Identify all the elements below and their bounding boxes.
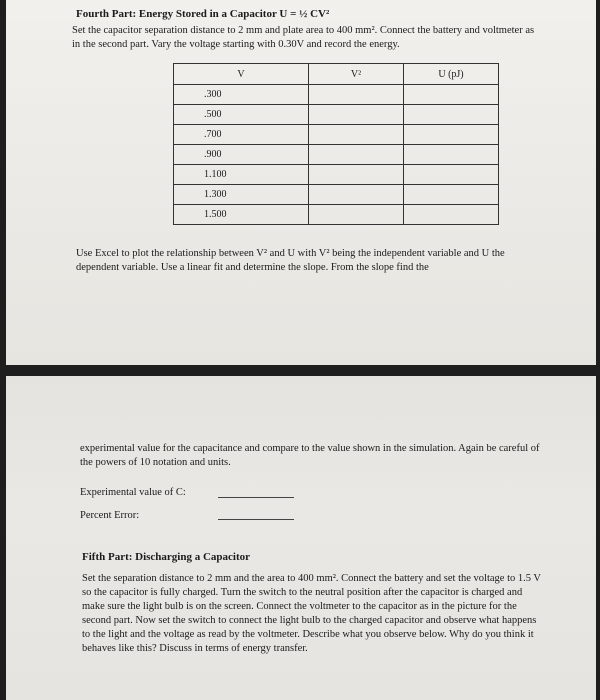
voltage-cell: .300 [174, 85, 309, 105]
v-squared-cell[interactable] [309, 185, 404, 205]
table-row [174, 205, 499, 225]
table-row [174, 165, 499, 185]
energy-cell[interactable] [404, 205, 499, 225]
voltage-cell: 1.300 [174, 185, 309, 205]
voltage-cell: .500 [174, 105, 309, 125]
column-header-v-squared: V² [309, 64, 404, 85]
energy-cell[interactable] [404, 185, 499, 205]
section-title-part4: Fourth Part: Energy Stored in a Capacitor U = ½ CV² [76, 8, 330, 20]
part5-instructions: Set the separation distance to 2 mm and the area to 400 mm². Connect the battery and set the voltage to 1.5 V so the capacitor is fully charged. Turn the switch to the neutral position after the capacitor is charged and make sure the light bulb is on the screen. Connect the voltmeter to the capacitor as in the picture for the second part. Now set the switch to connect the light bulb to the charged capacitor and observe what happens to the light and the voltage as read by the voltmeter. Describe what you observe below. Why do you think it behaves like this? Discuss in terms of energy transfer. [82, 573, 541, 654]
voltage-energy-table [173, 63, 499, 225]
table-row [174, 145, 499, 165]
energy-cell[interactable] [404, 85, 499, 105]
column-header-v: V [174, 64, 309, 85]
table-row [174, 85, 499, 105]
voltage-cell: 1.500 [174, 205, 309, 225]
v-squared-cell[interactable] [309, 165, 404, 185]
v-squared-cell[interactable] [309, 125, 404, 145]
table-row [174, 125, 499, 145]
voltage-cell: .900 [174, 145, 309, 165]
table-row [174, 185, 499, 205]
energy-cell[interactable] [404, 105, 499, 125]
document-page-1 [6, 0, 596, 365]
v-squared-cell[interactable] [309, 205, 404, 225]
v-squared-cell[interactable] [309, 145, 404, 165]
column-header-u: U (pJ) [404, 64, 499, 85]
v-squared-cell[interactable] [309, 85, 404, 105]
energy-cell[interactable] [404, 165, 499, 185]
section-title-part5: Fifth Part: Discharging a Capacitor [82, 551, 251, 563]
capacitance-continuation: experimental value for the capacitance and compare to the value shown in the simulation. Again be careful of the powers of 10 notation and units. [80, 443, 540, 468]
experimental-value-blank[interactable] [218, 497, 294, 498]
percent-error-blank[interactable] [218, 519, 294, 520]
table-header-row [174, 64, 499, 85]
percent-error-label: Percent Error: [80, 510, 140, 521]
excel-instructions: Use Excel to plot the relationship between V² and U with V² being the independent variable and U the dependent variable. Use a linear fit and determine the slope. From the slope find the [76, 248, 505, 273]
voltage-cell: .700 [174, 125, 309, 145]
document-page-2 [6, 376, 596, 700]
experimental-value-label: Experimental value of C: [80, 487, 186, 498]
energy-cell[interactable] [404, 145, 499, 165]
energy-cell[interactable] [404, 125, 499, 145]
part4-instructions: Set the capacitor separation distance to 2 mm and plate area to 400 mm². Connect the battery and voltmeter as in the second part. Vary the voltage starting with 0.30V and record the energy. [72, 25, 535, 50]
table-row [174, 105, 499, 125]
voltage-cell: 1.100 [174, 165, 309, 185]
v-squared-cell[interactable] [309, 105, 404, 125]
